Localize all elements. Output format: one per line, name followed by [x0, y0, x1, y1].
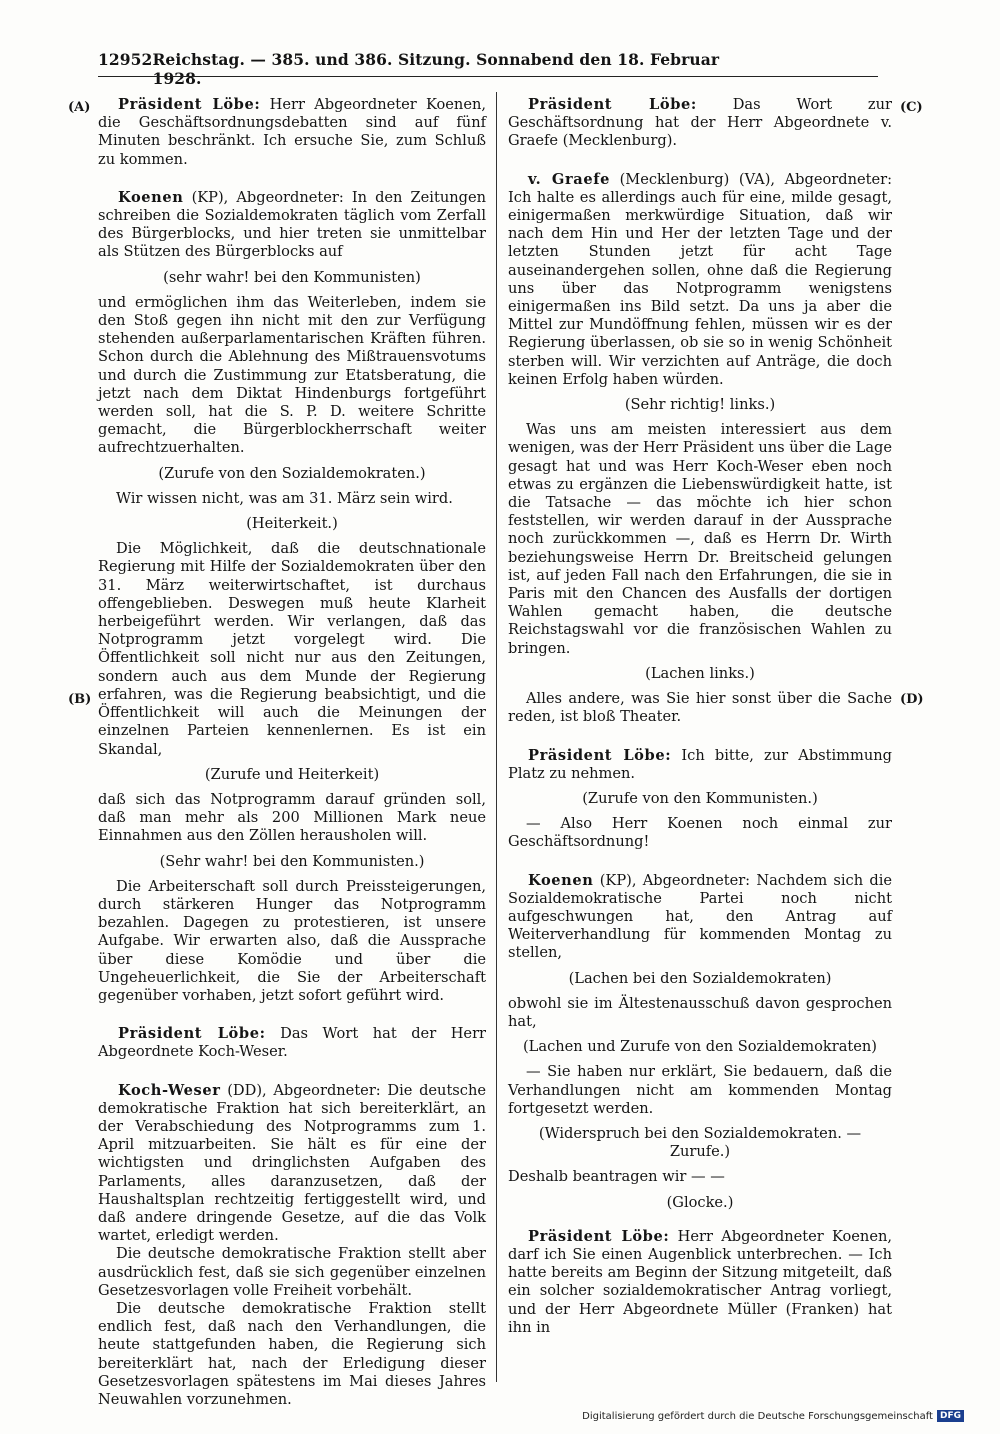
paragraph: v. Graefe (Mecklenburg) (VA), Abgeordneter: Ich halte es allerdings auch für eine, milde gesagt, einigermaßen merkwürdige Situation, daß wir nach dem Hin und Her der letzten Tage und der letzten Stunden jetzt für acht Tage auseinandergehen sollen, ohne daß die Regierung uns über das Notprogramm wenigstens einigermaßen ins Bild setzt. Da uns ja aber die Mittel zur Mundöffnung fehlen, müssen wir es der Regierung überlassen, ob sie so in wenig Schönheit sterben will. Wir verzichten auf Anträge, die doch keinen Erfolg haben würden. — [508, 170, 893, 388]
interjection: (Zurufe von den Kommunisten.) — [582, 789, 818, 807]
speaker-name: Präsident Löbe: — [118, 96, 261, 113]
paragraph: Was uns am meisten interessiert aus dem wenigen, was der Herr Präsident uns über die Lage gesagt hat und was Herr Koch-Weser eben noch etwas zu ergänzen die Liebenswürdigkeit hatte, ist die Tatsache — das möchte ich hier schon feststellen, wir werden darauf in der Aussprache noch zurückkommen —, daß es Herrn Dr. Wirth beziehungsweise Herrn Dr. Breitscheid gelungen ist, auf jeden Fall nach den Erfahrungen, die sie in Paris mit den Chancen des Ausfalls der dortigen Wahlen gemacht haben, die deutsche Reichstagswahl vor die französischen Wahlen zu bringen. — [508, 421, 892, 657]
paragraph: daß sich das Notprogramm darauf gründen soll, daß man mehr als 200 Millionen Mark neue Einnahmen aus den Zöllen herausholen will. — [98, 790, 486, 845]
interjection: (Lachen und Zurufe von den Sozialdemokraten) — [522, 1038, 877, 1056]
interjection: (Glocke.) — [666, 1193, 734, 1211]
paragraph: Präsident Löbe: Ich bitte, zur Abstimmung Platz zu nehmen. — [508, 746, 893, 782]
page-number: 12952 — [98, 50, 153, 69]
interjection: (Widerspruch bei den Sozialdemokraten. — Zurufe.) — [538, 1124, 862, 1161]
paragraph: Die Möglichkeit, daß die deutschnationale Regierung mit Hilfe der Sozialdemokraten über den 31. März weiterwirtschaftet, ist durchaus offengeblieben. Deswegen muß heute Klarheit herbeigeführt werden. Wir verlangen, daß das Notprogramm jetzt vorgelegt wird. Die Öffentlichkeit soll nicht nur aus den Zeitungen, sondern auch aus dem Munde der Regierung erfahren, was die Regierung beabsichtigt, und die Öffentlichkeit will auch die Meinungen der einzelnen Parteien kennenlernen. Es ist ein Skandal, — [98, 540, 486, 758]
paragraph: Die deutsche demokratische Fraktion stellt aber ausdrücklich fest, daß sie sich gegenüber einzelnen Gesetzesvorlagen volle Freiheit vorbehält. — [98, 1245, 486, 1299]
speaker-name: Präsident Löbe: — [528, 96, 697, 113]
margin-marker-d: (D) — [900, 692, 924, 707]
paragraph: Die Arbeiterschaft soll durch Preissteigerungen, durch stärkeren Hunger das Notprogramm bezahlen. Dagegen zu protestieren, ist unsere Aufgabe. Wir erwarten also, daß die Aussprache über diese Komödie und über die Ungeheuerlichkeit, die Sie der Arbeiterschaft gegenüber vorhaben, jetzt sofort geführt wird. — [98, 877, 486, 1004]
paragraph: obwohl sie im Ältestenausschuß davon gesprochen hat, — [508, 994, 892, 1030]
page-header — [98, 50, 770, 88]
speaker-name: v. Graefe — [528, 170, 610, 188]
interjection: (Sehr wahr! bei den Kommunisten.) — [159, 852, 425, 870]
speaker-name: Koch-Weser — [118, 1081, 221, 1099]
paragraph: — Sie haben nur erklärt, Sie bedauern, daß die Verhandlungen nicht am kommenden Montag fortgesetzt werden. — [508, 1063, 892, 1117]
speaker-name: Koenen — [118, 188, 184, 206]
paragraph: Präsident Löbe: Das Wort zur Geschäftsordnung hat der Herr Abgeordnete v. Graefe (Mecklenburg). — [508, 96, 892, 150]
margin-marker-c: (C) — [900, 100, 923, 115]
paragraph: Deshalb beantragen wir — — — [508, 1168, 725, 1186]
speaker-name: Präsident Löbe: — [118, 1025, 266, 1043]
paragraph: Koenen (KP), Abgeordneter: Nachdem sich die Sozialdemokratische Partei noch nicht aufgeschwungen hat, den Antrag auf Weiterverhandlung für kommenden Montag zu stellen, — [508, 871, 893, 962]
interjection: (Zurufe und Heiterkeit) — [204, 765, 380, 783]
paragraph: — Also Herr Koenen noch einmal zur Geschäftsordnung! — [508, 815, 892, 851]
paragraph: Koch-Weser (DD), Abgeordneter: Die deutsche demokratische Fraktion hat sich bereiterklärt, an der Verabschiedung des Notprogramms zum 1. April mitzuarbeiten. Sie hält es für eine der wichtigsten und dringlichsten Aufgaben des Parlaments, alles daranzusetzen, daß der Haushaltsplan rechtzeitig fertiggestellt wird, und daß andere dringende Gesetze, auf die das Volk wartet, erledigt werden. — [98, 1081, 487, 1245]
interjection: (Zurufe von den Sozialdemokraten.) — [158, 464, 426, 482]
paragraph: und ermöglichen ihm das Weiterleben, indem sie den Stoß gegen ihn nicht mit den zur Verfügung stehenden außerparlamentarischen Kräften führen. Schon durch die Ablehnung des Mißtrauensvotums und durch die Zustimmung zur Etatsberatung, die jetzt nach dem Diktat Hindenburgs fortgeführt werden soll, hat die S. P. D. weitere Schritte gemacht, die Bürgerblockherrschaft weiter aufrechtzuerhalten. — [98, 293, 486, 457]
column-divider — [496, 92, 497, 1382]
interjection: (sehr wahr! bei den Kommunisten) — [163, 268, 421, 286]
left-column — [98, 96, 486, 1409]
paragraph: Die deutsche demokratische Fraktion stellt endlich fest, daß nach den Verhandlungen, die heute stattgefunden haben, die Regierung sich bereiterklärt hat, nach der Erledigung dieser Gesetzesvorlagen spätestens im Mai dieses Jahres Neuwahlen vorzunehmen. — [98, 1299, 486, 1408]
interjection: (Lachen bei den Sozialdemokraten) — [568, 969, 832, 987]
footer-text: Digitalisierung gefördert durch die Deutsche Forschungsgemeinschaft — [582, 1410, 933, 1422]
running-title: Reichstag. — 385. und 386. Sitzung. Sonnabend den 18. Februar 1928. — [152, 50, 720, 88]
paragraph: Wir wissen nicht, was am 31. März sein wird. — [116, 489, 453, 507]
right-column — [508, 96, 892, 1337]
margin-marker-b: (B) — [68, 692, 92, 707]
footer-credit — [582, 1410, 964, 1422]
dfg-logo-icon: DFG — [937, 1410, 964, 1422]
speaker-name: Präsident Löbe: — [528, 746, 672, 764]
speaker-name: Präsident Löbe: — [528, 1227, 670, 1245]
paragraph: Präsident Löbe: Herr Abgeordneter Koenen, die Geschäftsordnungsdebatten sind auf fünf Minuten beschränkt. Ich ersuche Sie, zum Schluß zu kommen. — [98, 96, 487, 168]
header-rule — [98, 76, 878, 77]
margin-marker-a: (A) — [68, 100, 91, 115]
interjection: (Lachen links.) — [645, 664, 755, 682]
paragraph: Präsident Löbe: Herr Abgeordneter Koenen, darf ich Sie einen Augenblick unterbrechen. — Ich hatte bereits am Beginn der Sitzung mitgeteilt, daß ein solcher sozialdemokratischer Antrag vorliegt, und der Herr Abgeordnete Müller (Franken) hat ihn in — [508, 1227, 893, 1336]
paragraph: Koenen (KP), Abgeordneter: In den Zeitungen schreiben die Sozialdemokraten täglich vom Zerfall des Bürgerblocks, und hier treten sie unmittelbar als Stützen des Bürgerblocks auf — [98, 188, 487, 261]
interjection: (Sehr richtig! links.) — [624, 396, 776, 414]
interjection: (Heiterkeit.) — [246, 515, 338, 533]
speaker-name: Koenen — [528, 871, 594, 889]
paragraph: Präsident Löbe: Das Wort hat der Herr Abgeordnete Koch-Weser. — [98, 1025, 487, 1061]
paragraph: Alles andere, was Sie hier sonst über die Sache reden, ist bloß Theater. — [508, 690, 892, 726]
